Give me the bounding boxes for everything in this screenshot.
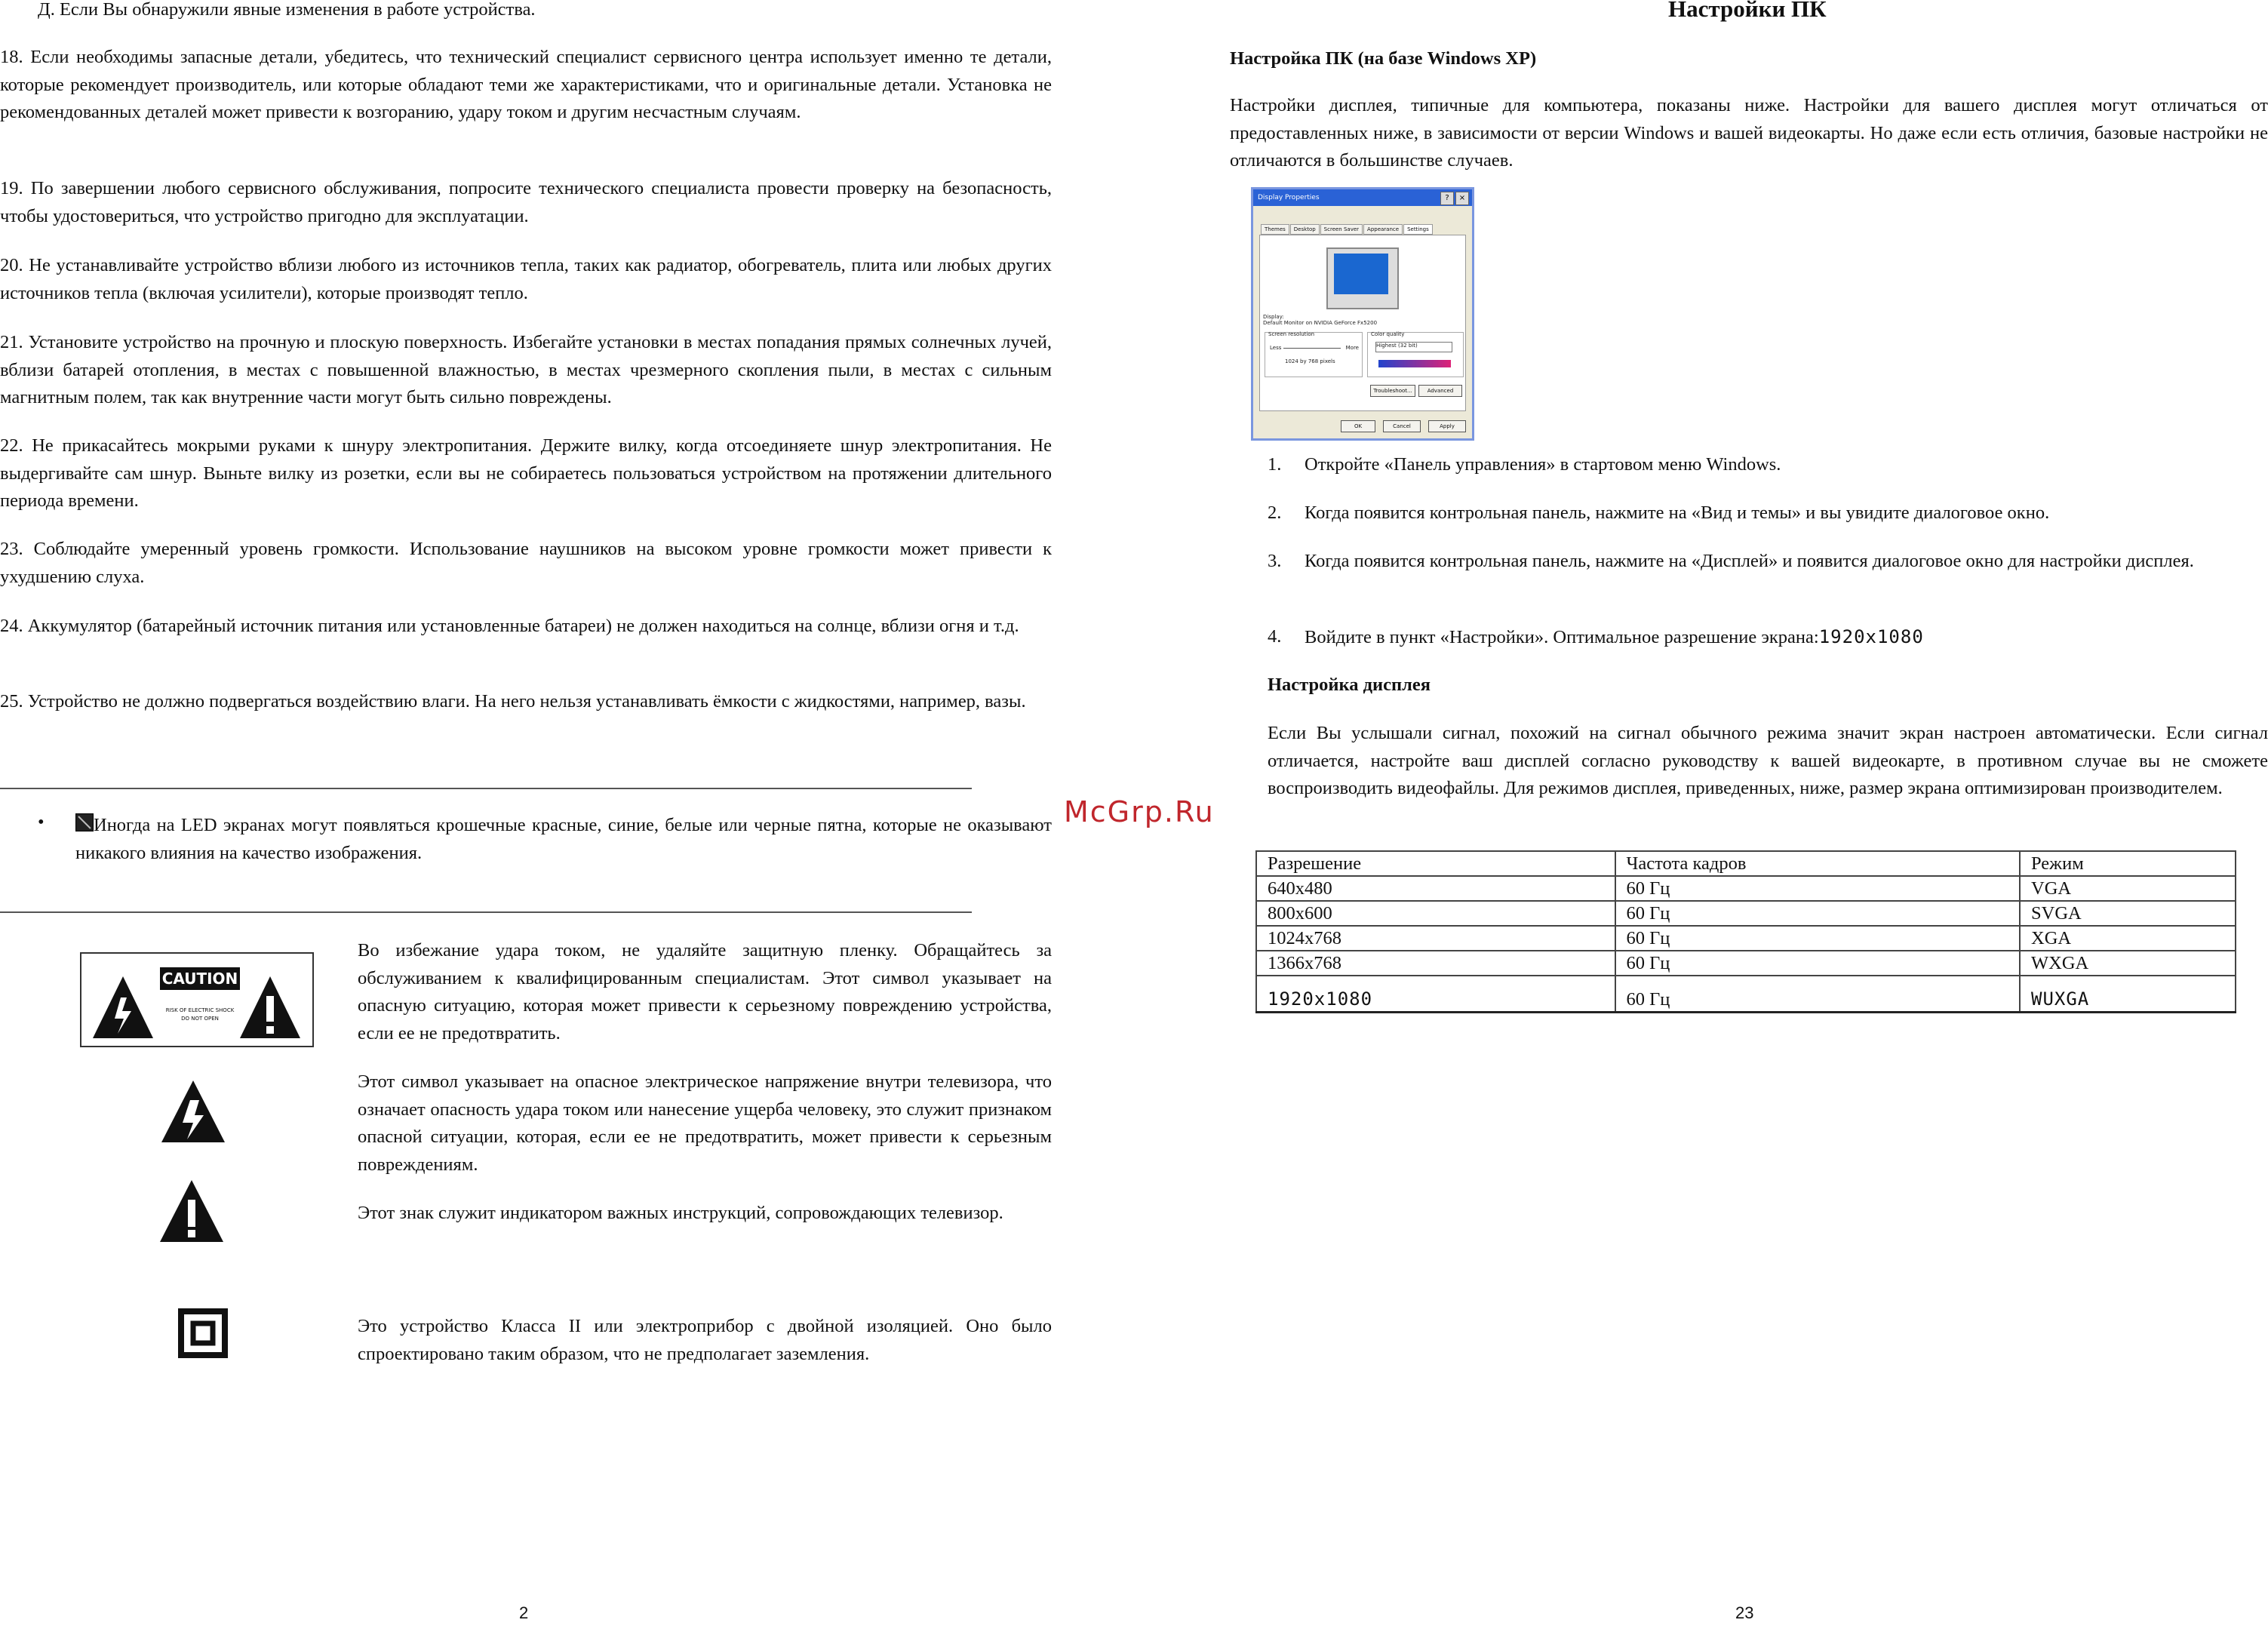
color-quality-select: Highest (32 bit) <box>1375 342 1452 352</box>
more-label: More <box>1345 345 1359 351</box>
caution-text: CAUTION <box>161 970 238 988</box>
bullet-dot: • <box>38 812 45 832</box>
exclamation-warning-icon <box>158 1179 225 1247</box>
less-label: Less <box>1270 345 1282 351</box>
table-row <box>1256 976 2236 1013</box>
table-row <box>1256 951 2236 976</box>
cell-frequency: 60 Гц <box>1615 926 2021 951</box>
cell-resolution: 1366x768 <box>1256 951 1615 976</box>
header-frequency: Частота кадров <box>1615 851 2021 876</box>
left-page <box>0 0 1086 1626</box>
table-row <box>1256 926 2236 951</box>
cell-mode: SVGA <box>2020 901 2236 926</box>
step-2-number: 2. <box>1268 503 1282 523</box>
tab-settings: Settings <box>1403 224 1433 235</box>
item-18: 18. Если необходимы запасные детали, убедитесь, что технический специалист сервисного центра использует именно те детали, которые рекомендует производитель, или которые обладают теми же характеристиками, что и оригинальные детали. Установка не рекомендованных деталей может привести к возгоранию, удару током и другим несчастным случаям. <box>0 47 1052 122</box>
divider-bottom <box>0 911 972 913</box>
ok-button: OK <box>1341 420 1375 432</box>
caution-sub-2: DO NOT OPEN <box>181 1016 219 1022</box>
cell-resolution: 1920x1080 <box>1256 976 1615 1013</box>
optimal-resolution: 1920x1080 <box>1818 626 1924 647</box>
symbol-text-4: Это устройство Класса II или электроприбор с двойной изоляцией. Оно было спроектировано таким образом, что не предполагает заземления. <box>358 1316 1052 1364</box>
class-ii-icon <box>178 1308 228 1362</box>
cell-frequency: 60 Гц <box>1615 876 2021 901</box>
tab-screen-saver: Screen Saver <box>1320 224 1363 235</box>
cell-mode: XGA <box>2020 926 2236 951</box>
page-number-right: 23 <box>1735 1603 1754 1622</box>
apply-button: Apply <box>1428 420 1466 432</box>
monitor-icon <box>1326 247 1399 309</box>
cell-mode: WXGA <box>2020 951 2236 976</box>
right-page <box>1207 0 2268 1626</box>
dialog-title: Display Properties <box>1258 194 1320 201</box>
step-1-text: Откройте «Панель управления» в стартовом меню Windows. <box>1305 454 1781 475</box>
tab-appearance: Appearance <box>1363 224 1403 235</box>
step-1 <box>1268 451 2268 479</box>
header-resolution: Разрешение <box>1256 851 1615 876</box>
item-23: 23. Соблюдайте умеренный уровень громкости. Использование наушников на высоком уровне громкости может привести к ухудшению слуха. <box>0 539 1052 587</box>
caution-sub-1: RISK OF ELECTRIC SHOCK <box>165 1007 235 1013</box>
intro-text: Настройки дисплея, типичные для компьютера, показаны ниже. Настройки для вашего дисплея могут отличаться от предоставленных ниже, в зависимости от версии Windows и вашей видеокарты. Но даже если есть отличия, базовые настройки не отличаются в большинстве случаев. <box>1230 95 2268 171</box>
advanced-button: Advanced <box>1418 385 1462 397</box>
display-heading: Настройка дисплея <box>1268 675 1431 695</box>
tab-themes: Themes <box>1261 224 1289 235</box>
cell-frequency: 60 Гц <box>1615 901 2021 926</box>
step-3-text: Когда появится контрольная панель, нажмите на «Дисплей» и появится диалоговое окно для настройки дисплея. <box>1305 551 2194 571</box>
step-1-number: 1. <box>1268 454 1282 475</box>
step-3 <box>1268 548 2268 576</box>
tab-desktop: Desktop <box>1290 224 1320 235</box>
dialog-titlebar <box>1253 189 1472 206</box>
item-22: 22. Не прикасайтесь мокрыми руками к шнуру электропитания. Держите вилку, когда отсоединяете шнур электропитания. Не выдергивайте сам шнур. Выньте вилку из розетки, если вы не собираетесь пользоваться устройством на протяжении длительного периода времени. <box>0 435 1052 511</box>
step-4-text: Войдите в пункт «Настройки». Оптимальное разрешение экрана: <box>1305 627 1819 647</box>
color-bar <box>1378 360 1451 367</box>
subtitle: Настройка ПК (на базе Windows XP) <box>1230 48 1537 69</box>
lightning-warning-icon <box>160 1079 226 1148</box>
step-4 <box>1268 623 2268 652</box>
cell-resolution: 800x600 <box>1256 901 1615 926</box>
cell-resolution: 1024x768 <box>1256 926 1615 951</box>
item-19: 19. По завершении любого сервисного обслуживания, попросите технического специалиста провести проверку на безопасность, чтобы удостовериться, что устройство пригодно для эксплуатации. <box>0 178 1052 226</box>
table-header-row <box>1256 851 2236 876</box>
cell-frequency: 60 Гц <box>1615 976 2021 1013</box>
item-24: 24. Аккумулятор (батарейный источник питания или установленные батареи) не должен находиться на солнце, вблизи огня и т.д. <box>0 616 1019 636</box>
display-properties-screenshot <box>1251 187 1474 441</box>
step-4-number: 4. <box>1268 626 1282 647</box>
symbol-text-2: Этот символ указывает на опасное электрическое напряжение внутри телевизора, что означает опасность удара током или нанесение ущерба человеку, это служит признаком опасной ситуации, которая, если ее не предотвратить, может привести к серьезным повреждениям. <box>358 1071 1052 1175</box>
symbol-text-3: Этот знак служит индикатором важных инструкций, сопровождающих телевизор. <box>358 1203 1003 1223</box>
resolution-group <box>1265 332 1363 377</box>
cell-frequency: 60 Гц <box>1615 951 2021 976</box>
caution-label <box>80 952 314 1047</box>
table-row <box>1256 901 2236 926</box>
cell-mode: WUXGA <box>2020 976 2236 1013</box>
page-title: Настройки ПК <box>1668 0 1827 22</box>
table-row <box>1256 876 2236 901</box>
dialog-panel <box>1259 235 1466 411</box>
step-2 <box>1268 499 2268 527</box>
item-20: 20. Не устанавливайте устройство вблизи любого из источников тепла, таких как радиатор, обогреватель, плита или любых других источников тепла (включая усилители), которые производят тепло. <box>0 255 1052 303</box>
troubleshoot-button: Troubleshoot... <box>1370 385 1415 397</box>
cell-mode: VGA <box>2020 876 2236 901</box>
item-25: 25. Устройство не должно подвергаться воздействию влаги. На него нельзя устанавливать ёмкости с жидкостями, например, вазы. <box>0 691 1026 712</box>
color-group-label: Color quality <box>1371 331 1405 337</box>
display-value: Default Monitor on NVIDIA GeForce Fx5200 <box>1263 320 1378 326</box>
display-label: Display: <box>1263 314 1284 320</box>
top-line: Д. Если Вы обнаружили явные изменения в работе устройства. <box>38 0 536 20</box>
close-icon: × <box>1455 192 1469 205</box>
cell-resolution: 640x480 <box>1256 876 1615 901</box>
resolution-group-label: Screen resolution <box>1268 331 1315 337</box>
help-icon: ? <box>1440 192 1454 205</box>
step-2-text: Когда появится контрольная панель, нажмите на «Вид и темы» и вы увидите диалоговое окно. <box>1305 503 2050 523</box>
item-21: 21. Установите устройство на прочную и плоскую поверхность. Избегайте установки в местах попадания прямых солнечных лучей, вблизи батарей отопления, в местах с повышенной влажностью, в местах чрезмерного скопления пыли, в местах с сильным магнитным полем, так как внутренние части могут быть сильно повреждены. <box>0 332 1052 407</box>
resolution-value: 1024 by 768 pixels <box>1285 358 1335 364</box>
step-3-number: 3. <box>1268 551 1282 571</box>
dialog-tabs <box>1261 224 1434 235</box>
page-number-left: 2 <box>519 1603 529 1622</box>
watermark: McGrp.Ru <box>1064 795 1215 828</box>
symbol-text-1: Во избежание удара током, не удаляйте защитную пленку. Обращайтесь за обслуживанием к квалифицированным специалистам. Этот символ указывает на опасную ситуацию, которая может привести к серьезному повреждению устройства, если ее не предотвратить. <box>358 940 1052 1044</box>
bullet-note: Иногда на LED экранах могут появляться крошечные красные, синие, белые или черные пятна, которые не оказывают никакого влияния на качество изображения. <box>75 815 1052 863</box>
divider-top <box>0 788 972 789</box>
resolution-table <box>1255 850 2236 1013</box>
color-quality-group <box>1367 332 1464 377</box>
cancel-button: Cancel <box>1383 420 1421 432</box>
header-mode: Режим <box>2020 851 2236 876</box>
display-text: Если Вы услышали сигнал, похожий на сигнал обычного режима значит экран настроен автоматически. Если сигнал отличается, настройте ваш дисплей согласно руководству к вашей видеокарте, в противном случае вы не сможете воспроизводить видеофайлы. Для режимов дисплея, приведенных, ниже, размер экрана оптимизирован производителем. <box>1268 723 2268 798</box>
